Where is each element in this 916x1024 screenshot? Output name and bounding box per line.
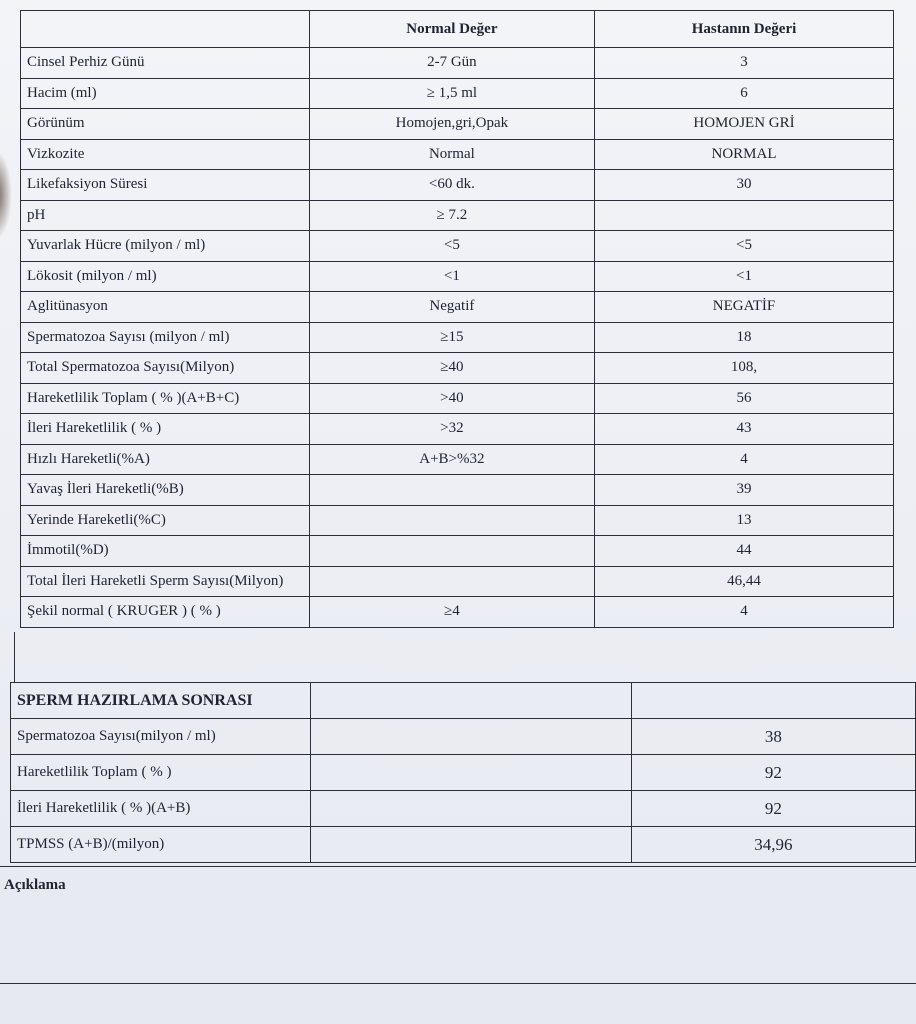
parameter-cell: Total Spermatozoa Sayısı(Milyon): [21, 353, 310, 384]
parameter-cell: Hareketlilik Toplam ( % ): [11, 755, 311, 791]
parameter-cell: Likefaksiyon Süresi: [21, 170, 310, 201]
table-row: [21, 536, 894, 567]
normal-value-cell: [311, 719, 631, 755]
normal-value-cell: A+B>%32: [309, 444, 594, 475]
parameter-cell: İmmotil(%D): [21, 536, 310, 567]
parameter-cell: İleri Hareketlilik ( % )(A+B): [11, 791, 311, 827]
table-header-row: [21, 11, 894, 48]
parameter-cell: İleri Hareketlilik ( % ): [21, 414, 310, 445]
header-patient-value: Hastanın Değeri: [595, 11, 894, 48]
header-parameter: [21, 11, 310, 48]
sperm-preparation-table: [10, 682, 916, 863]
patient-value-cell: 38: [631, 719, 915, 755]
table-row: [21, 414, 894, 445]
parameter-cell: Yavaş İleri Hareketli(%B): [21, 475, 310, 506]
prep-title: SPERM HAZIRLAMA SONRASI: [11, 683, 311, 719]
patient-value-cell: 3: [595, 48, 894, 79]
table-row: [11, 791, 916, 827]
patient-value-cell: 46,44: [595, 566, 894, 597]
patient-value-cell: NORMAL: [595, 139, 894, 170]
parameter-cell: Hareketlilik Toplam ( % )(A+B+C): [21, 383, 310, 414]
normal-value-cell: ≥4: [309, 597, 594, 628]
patient-value-cell: 43: [595, 414, 894, 445]
parameter-cell: Total İleri Hareketli Sperm Sayısı(Milyon): [21, 566, 310, 597]
notes-section: [0, 866, 916, 984]
normal-value-cell: Homojen,gri,Opak: [309, 109, 594, 140]
normal-value-cell: ≥15: [309, 322, 594, 353]
normal-value-cell: >32: [309, 414, 594, 445]
table-row: [11, 755, 916, 791]
normal-value-cell: ≥ 1,5 ml: [309, 78, 594, 109]
patient-value-cell: 39: [595, 475, 894, 506]
parameter-cell: TPMSS (A+B)/(milyon): [11, 827, 311, 863]
patient-value-cell: 34,96: [631, 827, 915, 863]
normal-value-cell: Negatif: [309, 292, 594, 323]
table-row: [21, 139, 894, 170]
parameter-cell: Yuvarlak Hücre (milyon / ml): [21, 231, 310, 262]
normal-value-cell: [311, 755, 631, 791]
table-row: [21, 505, 894, 536]
parameter-cell: Hızlı Hareketli(%A): [21, 444, 310, 475]
table-row: [21, 292, 894, 323]
table-row: [21, 566, 894, 597]
patient-value-cell: 18: [595, 322, 894, 353]
patient-value-cell: 56: [595, 383, 894, 414]
patient-value-cell: 44: [595, 536, 894, 567]
table-row: [21, 322, 894, 353]
parameter-cell: Aglitünasyon: [21, 292, 310, 323]
patient-value-cell: 6: [595, 78, 894, 109]
patient-value-cell: <5: [595, 231, 894, 262]
patient-value-cell: 13: [595, 505, 894, 536]
patient-value-cell: 4: [595, 597, 894, 628]
normal-value-cell: >40: [309, 383, 594, 414]
table-row: [21, 109, 894, 140]
parameter-cell: Spermatozoa Sayısı(milyon / ml): [11, 719, 311, 755]
parameter-cell: Görünüm: [21, 109, 310, 140]
normal-value-cell: 2-7 Gün: [309, 48, 594, 79]
prep-header-empty-2: [631, 683, 915, 719]
table-row: [11, 719, 916, 755]
parameter-cell: pH: [21, 200, 310, 231]
parameter-cell: Şekil normal ( KRUGER ) ( % ): [21, 597, 310, 628]
table-gap: [14, 632, 915, 682]
normal-value-cell: [311, 791, 631, 827]
parameter-cell: Hacim (ml): [21, 78, 310, 109]
prep-header-row: [11, 683, 916, 719]
patient-value-cell: 92: [631, 791, 915, 827]
normal-value-cell: [311, 827, 631, 863]
table-row: [21, 353, 894, 384]
normal-value-cell: ≥40: [309, 353, 594, 384]
prep-header-empty: [311, 683, 631, 719]
patient-value-cell: 30: [595, 170, 894, 201]
normal-value-cell: [309, 536, 594, 567]
table-row: [21, 78, 894, 109]
patient-value-cell: [595, 200, 894, 231]
semen-analysis-table: [20, 10, 894, 628]
normal-value-cell: <60 dk.: [309, 170, 594, 201]
finger-shadow: [0, 150, 12, 240]
patient-value-cell: NEGATİF: [595, 292, 894, 323]
normal-value-cell: [309, 505, 594, 536]
patient-value-cell: HOMOJEN GRİ: [595, 109, 894, 140]
parameter-cell: Spermatozoa Sayısı (milyon / ml): [21, 322, 310, 353]
table-row: [21, 597, 894, 628]
parameter-cell: Yerinde Hareketli(%C): [21, 505, 310, 536]
parameter-cell: Vizkozite: [21, 139, 310, 170]
table-row: [21, 261, 894, 292]
normal-value-cell: <1: [309, 261, 594, 292]
table-row: [21, 444, 894, 475]
parameter-cell: Cinsel Perhiz Günü: [21, 48, 310, 79]
table-row: [21, 475, 894, 506]
normal-value-cell: [309, 475, 594, 506]
table-row: [21, 383, 894, 414]
normal-value-cell: Normal: [309, 139, 594, 170]
patient-value-cell: 92: [631, 755, 915, 791]
normal-value-cell: <5: [309, 231, 594, 262]
table-row: [21, 170, 894, 201]
table-row: [11, 827, 916, 863]
normal-value-cell: ≥ 7.2: [309, 200, 594, 231]
normal-value-cell: [309, 566, 594, 597]
parameter-cell: Lökosit (milyon / ml): [21, 261, 310, 292]
table-row: [21, 231, 894, 262]
notes-label: Açıklama: [4, 877, 66, 893]
header-normal-value: Normal Değer: [309, 11, 594, 48]
patient-value-cell: 4: [595, 444, 894, 475]
table-row: [21, 48, 894, 79]
table-row: [21, 200, 894, 231]
patient-value-cell: <1: [595, 261, 894, 292]
patient-value-cell: 108,: [595, 353, 894, 384]
